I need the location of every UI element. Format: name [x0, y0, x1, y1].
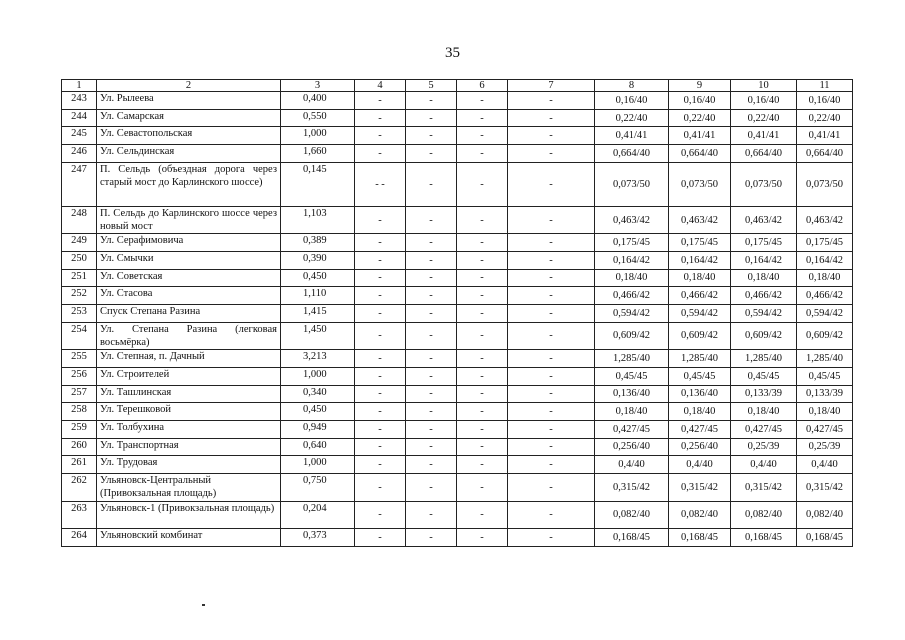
col-8-cell: 0,073/50 [595, 162, 669, 206]
col-10-cell: 0,16/40 [731, 92, 797, 110]
col-6-cell: - [457, 501, 508, 529]
col-4-cell: - [355, 385, 406, 403]
road-length-cell: 1,450 [281, 322, 355, 350]
col-6-cell: - [457, 127, 508, 145]
table-row [62, 287, 853, 305]
col-8-cell: 0,16/40 [595, 92, 669, 110]
road-name-cell: Ул. Советская [97, 269, 281, 287]
row-number-cell: 256 [62, 367, 97, 385]
col-11-cell: 0,664/40 [797, 145, 853, 163]
col-7-cell: - [508, 162, 595, 206]
col-4-cell: - [355, 127, 406, 145]
col-7-cell: - [508, 420, 595, 438]
header-cell: 2 [97, 80, 281, 92]
row-number-cell: 259 [62, 420, 97, 438]
col-7-cell: - [508, 206, 595, 234]
road-length-cell: 0,340 [281, 385, 355, 403]
col-10-cell: 0,133/39 [731, 385, 797, 403]
col-9-cell: 0,16/40 [669, 92, 731, 110]
col-9-cell: 0,315/42 [669, 474, 731, 502]
table-row [62, 367, 853, 385]
table-row [62, 145, 853, 163]
col-5-cell: - [406, 403, 457, 421]
col-11-cell: 0,16/40 [797, 92, 853, 110]
col-11-cell: 0,594/42 [797, 305, 853, 323]
page-number: 35 [445, 45, 460, 61]
col-8-cell: 1,285/40 [595, 350, 669, 368]
road-name-cell: Ул. Толбухина [97, 420, 281, 438]
col-7-cell: - [508, 385, 595, 403]
col-4-cell: - [355, 322, 406, 350]
col-9-cell: 0,073/50 [669, 162, 731, 206]
col-8-cell: 0,427/45 [595, 420, 669, 438]
col-4-cell: - [355, 145, 406, 163]
col-8-cell: 0,18/40 [595, 403, 669, 421]
table-row [62, 234, 853, 252]
row-number-cell: 254 [62, 322, 97, 350]
row-number-cell: 249 [62, 234, 97, 252]
header-cell: 1 [62, 80, 97, 92]
col-4-cell: - [355, 109, 406, 127]
col-4-cell: - [355, 269, 406, 287]
row-number-cell: 262 [62, 474, 97, 502]
col-4-cell: - [355, 206, 406, 234]
col-7-cell: - [508, 109, 595, 127]
row-number-cell: 250 [62, 251, 97, 269]
col-9-cell: 0,664/40 [669, 145, 731, 163]
road-length-cell: 3,213 [281, 350, 355, 368]
col-4-cell: - [355, 251, 406, 269]
col-11-cell: 0,427/45 [797, 420, 853, 438]
col-7-cell: - [508, 92, 595, 110]
col-7-cell: - [508, 127, 595, 145]
col-6-cell: - [457, 438, 508, 456]
table-row [62, 350, 853, 368]
col-6-cell: - [457, 162, 508, 206]
table-row [62, 206, 853, 234]
table-row [62, 305, 853, 323]
col-7-cell: - [508, 474, 595, 502]
col-5-cell: - [406, 269, 457, 287]
col-5-cell: - [406, 438, 457, 456]
row-number-cell: 243 [62, 92, 97, 110]
row-number-cell: 261 [62, 456, 97, 474]
road-length-cell: 1,000 [281, 367, 355, 385]
road-name-cell: Спуск Степана Разина [97, 305, 281, 323]
table-row [62, 501, 853, 529]
col-5-cell: - [406, 529, 457, 547]
table-row [62, 403, 853, 421]
col-10-cell: 0,4/40 [731, 456, 797, 474]
col-11-cell: 0,466/42 [797, 287, 853, 305]
col-8-cell: 0,18/40 [595, 269, 669, 287]
table-row [62, 251, 853, 269]
col-6-cell: - [457, 305, 508, 323]
col-11-cell: 0,18/40 [797, 269, 853, 287]
col-9-cell: 0,463/42 [669, 206, 731, 234]
col-5-cell: - [406, 234, 457, 252]
col-7-cell: - [508, 145, 595, 163]
table-row [62, 127, 853, 145]
col-10-cell: 0,41/41 [731, 127, 797, 145]
road-name-cell: Ул. Строителей [97, 367, 281, 385]
col-9-cell: 0,4/40 [669, 456, 731, 474]
col-4-cell: - [355, 287, 406, 305]
road-name-cell: Ул. Сельдинская [97, 145, 281, 163]
col-11-cell: 0,073/50 [797, 162, 853, 206]
table-row [62, 529, 853, 547]
table-row [62, 109, 853, 127]
row-number-cell: 244 [62, 109, 97, 127]
col-10-cell: 0,164/42 [731, 251, 797, 269]
road-length-cell: 0,204 [281, 501, 355, 529]
col-8-cell: 0,45/45 [595, 367, 669, 385]
col-10-cell: 0,175/45 [731, 234, 797, 252]
road-length-cell: 0,145 [281, 162, 355, 206]
col-5-cell: - [406, 145, 457, 163]
col-9-cell: 1,285/40 [669, 350, 731, 368]
col-8-cell: 0,136/40 [595, 385, 669, 403]
col-7-cell: - [508, 367, 595, 385]
col-5-cell: - [406, 109, 457, 127]
col-4-cell: - [355, 350, 406, 368]
col-5-cell: - [406, 127, 457, 145]
road-name-cell: Ул. Серафимовича [97, 234, 281, 252]
col-4-cell: - [355, 438, 406, 456]
col-7-cell: - [508, 234, 595, 252]
col-9-cell: 0,136/40 [669, 385, 731, 403]
row-number-cell: 260 [62, 438, 97, 456]
road-length-cell: 0,949 [281, 420, 355, 438]
col-5-cell: - [406, 322, 457, 350]
road-name-cell: Ул. Транспортная [97, 438, 281, 456]
col-6-cell: - [457, 456, 508, 474]
col-10-cell: 0,22/40 [731, 109, 797, 127]
col-8-cell: 0,41/41 [595, 127, 669, 145]
col-4-cell: - [355, 367, 406, 385]
col-4-cell: - [355, 456, 406, 474]
header-cell: 8 [595, 80, 669, 92]
col-5-cell: - [406, 474, 457, 502]
row-number-cell: 251 [62, 269, 97, 287]
col-8-cell: 0,22/40 [595, 109, 669, 127]
road-name-cell: Ул. Ташлинская [97, 385, 281, 403]
road-length-cell: 0,390 [281, 251, 355, 269]
road-length-cell: 0,550 [281, 109, 355, 127]
col-5-cell: - [406, 206, 457, 234]
road-table [61, 79, 853, 547]
col-5-cell: - [406, 350, 457, 368]
col-8-cell: 0,256/40 [595, 438, 669, 456]
col-10-cell: 0,45/45 [731, 367, 797, 385]
col-6-cell: - [457, 474, 508, 502]
col-6-cell: - [457, 251, 508, 269]
col-6-cell: - [457, 206, 508, 234]
col-9-cell: 0,256/40 [669, 438, 731, 456]
col-9-cell: 0,427/45 [669, 420, 731, 438]
col-11-cell: 0,25/39 [797, 438, 853, 456]
col-10-cell: 0,073/50 [731, 162, 797, 206]
col-5-cell: - [406, 305, 457, 323]
col-7-cell: - [508, 251, 595, 269]
col-9-cell: 0,45/45 [669, 367, 731, 385]
col-8-cell: 0,463/42 [595, 206, 669, 234]
col-10-cell: 0,168/45 [731, 529, 797, 547]
table-row [62, 474, 853, 502]
table-row [62, 92, 853, 110]
col-9-cell: 0,18/40 [669, 269, 731, 287]
col-11-cell: 0,463/42 [797, 206, 853, 234]
row-number-cell: 263 [62, 501, 97, 529]
row-number-cell: 257 [62, 385, 97, 403]
col-10-cell: 0,664/40 [731, 145, 797, 163]
col-7-cell: - [508, 305, 595, 323]
row-number-cell: 264 [62, 529, 97, 547]
col-5-cell: - [406, 287, 457, 305]
col-11-cell: 0,082/40 [797, 501, 853, 529]
row-number-cell: 253 [62, 305, 97, 323]
col-8-cell: 0,609/42 [595, 322, 669, 350]
col-7-cell: - [508, 350, 595, 368]
table-row [62, 438, 853, 456]
road-length-cell: 0,373 [281, 529, 355, 547]
header-cell: 10 [731, 80, 797, 92]
col-8-cell: 0,466/42 [595, 287, 669, 305]
col-4-cell: - [355, 234, 406, 252]
col-7-cell: - [508, 403, 595, 421]
header-cell: 11 [797, 80, 853, 92]
row-number-cell: 247 [62, 162, 97, 206]
row-number-cell: 258 [62, 403, 97, 421]
col-4-cell: - [355, 529, 406, 547]
road-length-cell: 0,389 [281, 234, 355, 252]
row-number-cell: 255 [62, 350, 97, 368]
road-name-cell: Ул. Рылеева [97, 92, 281, 110]
col-10-cell: 0,082/40 [731, 501, 797, 529]
col-6-cell: - [457, 92, 508, 110]
road-length-cell: 0,450 [281, 403, 355, 421]
road-name-cell: Ул. Степана Разина (легковая восьмёрка) [97, 322, 281, 350]
road-name-cell: П. Сельдь до Карлинского шоссе через новый мост [97, 206, 281, 234]
col-7-cell: - [508, 269, 595, 287]
col-11-cell: 0,164/42 [797, 251, 853, 269]
col-6-cell: - [457, 322, 508, 350]
col-6-cell: - [457, 420, 508, 438]
header-cell: 4 [355, 80, 406, 92]
col-10-cell: 0,18/40 [731, 403, 797, 421]
col-11-cell: 0,18/40 [797, 403, 853, 421]
header-cell: 9 [669, 80, 731, 92]
col-4-cell: - [355, 474, 406, 502]
col-7-cell: - [508, 456, 595, 474]
col-6-cell: - [457, 287, 508, 305]
header-cell: 3 [281, 80, 355, 92]
col-9-cell: 0,168/45 [669, 529, 731, 547]
road-length-cell: 1,000 [281, 456, 355, 474]
col-9-cell: 0,164/42 [669, 251, 731, 269]
col-4-cell: - [355, 92, 406, 110]
road-name-cell: Ул. Смычки [97, 251, 281, 269]
col-9-cell: 0,466/42 [669, 287, 731, 305]
table-row [62, 322, 853, 350]
scan-speck [202, 604, 205, 606]
col-10-cell: 0,466/42 [731, 287, 797, 305]
col-10-cell: 0,463/42 [731, 206, 797, 234]
col-11-cell: 1,285/40 [797, 350, 853, 368]
road-length-cell: 1,415 [281, 305, 355, 323]
table-row [62, 420, 853, 438]
col-10-cell: 0,594/42 [731, 305, 797, 323]
col-9-cell: 0,082/40 [669, 501, 731, 529]
col-9-cell: 0,175/45 [669, 234, 731, 252]
col-11-cell: 0,315/42 [797, 474, 853, 502]
col-9-cell: 0,22/40 [669, 109, 731, 127]
header-cell: 6 [457, 80, 508, 92]
header-cell: 7 [508, 80, 595, 92]
col-6-cell: - [457, 234, 508, 252]
row-number-cell: 252 [62, 287, 97, 305]
col-5-cell: - [406, 162, 457, 206]
row-number-cell: 248 [62, 206, 97, 234]
col-5-cell: - [406, 420, 457, 438]
road-name-cell: Ул. Трудовая [97, 456, 281, 474]
col-10-cell: 1,285/40 [731, 350, 797, 368]
table-row [62, 456, 853, 474]
col-5-cell: - [406, 456, 457, 474]
col-10-cell: 0,25/39 [731, 438, 797, 456]
col-11-cell: 0,4/40 [797, 456, 853, 474]
road-name-cell: Ульяновск-1 (Привокзальная площадь) [97, 501, 281, 529]
col-8-cell: 0,082/40 [595, 501, 669, 529]
col-11-cell: 0,175/45 [797, 234, 853, 252]
row-number-cell: 246 [62, 145, 97, 163]
header-cell: 5 [406, 80, 457, 92]
col-8-cell: 0,4/40 [595, 456, 669, 474]
col-7-cell: - [508, 501, 595, 529]
col-10-cell: 0,427/45 [731, 420, 797, 438]
col-4-cell: - [355, 501, 406, 529]
road-length-cell: 1,103 [281, 206, 355, 234]
col-6-cell: - [457, 269, 508, 287]
col-11-cell: 0,609/42 [797, 322, 853, 350]
col-7-cell: - [508, 322, 595, 350]
col-9-cell: 0,18/40 [669, 403, 731, 421]
col-4-cell: - [355, 420, 406, 438]
road-name-cell: Ул. Стасова [97, 287, 281, 305]
col-8-cell: 0,175/45 [595, 234, 669, 252]
col-6-cell: - [457, 350, 508, 368]
road-name-cell: Ульяновский комбинат [97, 529, 281, 547]
col-9-cell: 0,41/41 [669, 127, 731, 145]
col-5-cell: - [406, 385, 457, 403]
road-name-cell: Ульяновск-Центральный (Привокзальная площадь) [97, 474, 281, 502]
col-11-cell: 0,133/39 [797, 385, 853, 403]
road-length-cell: 0,400 [281, 92, 355, 110]
col-8-cell: 0,594/42 [595, 305, 669, 323]
col-5-cell: - [406, 251, 457, 269]
road-length-cell: 1,110 [281, 287, 355, 305]
road-length-cell: 1,000 [281, 127, 355, 145]
col-7-cell: - [508, 529, 595, 547]
col-6-cell: - [457, 403, 508, 421]
road-name-cell: Ул. Самарская [97, 109, 281, 127]
road-name-cell: Ул. Терешковой [97, 403, 281, 421]
col-6-cell: - [457, 385, 508, 403]
col-8-cell: 0,664/40 [595, 145, 669, 163]
col-4-cell: - [355, 403, 406, 421]
col-8-cell: 0,168/45 [595, 529, 669, 547]
col-7-cell: - [508, 287, 595, 305]
road-name-cell: Ул. Севастопольская [97, 127, 281, 145]
col-11-cell: 0,168/45 [797, 529, 853, 547]
col-7-cell: - [508, 438, 595, 456]
col-8-cell: 0,164/42 [595, 251, 669, 269]
table-row [62, 385, 853, 403]
col-4-cell: - - [355, 162, 406, 206]
road-length-cell: 0,640 [281, 438, 355, 456]
table-row [62, 269, 853, 287]
road-length-cell: 1,660 [281, 145, 355, 163]
col-10-cell: 0,609/42 [731, 322, 797, 350]
col-8-cell: 0,315/42 [595, 474, 669, 502]
col-11-cell: 0,41/41 [797, 127, 853, 145]
road-length-cell: 0,750 [281, 474, 355, 502]
col-10-cell: 0,315/42 [731, 474, 797, 502]
row-number-cell: 245 [62, 127, 97, 145]
col-6-cell: - [457, 145, 508, 163]
road-length-cell: 0,450 [281, 269, 355, 287]
col-10-cell: 0,18/40 [731, 269, 797, 287]
table-row [62, 162, 853, 206]
col-9-cell: 0,609/42 [669, 322, 731, 350]
col-6-cell: - [457, 109, 508, 127]
col-11-cell: 0,45/45 [797, 367, 853, 385]
col-6-cell: - [457, 529, 508, 547]
col-5-cell: - [406, 501, 457, 529]
col-9-cell: 0,594/42 [669, 305, 731, 323]
col-5-cell: - [406, 367, 457, 385]
col-4-cell: - [355, 305, 406, 323]
table-header-row [62, 80, 853, 92]
road-name-cell: П. Сельдь (объездная дорога через старый мост до Карлинского шоссе) [97, 162, 281, 206]
col-6-cell: - [457, 367, 508, 385]
col-11-cell: 0,22/40 [797, 109, 853, 127]
road-name-cell: Ул. Степная, п. Дачный [97, 350, 281, 368]
col-5-cell: - [406, 92, 457, 110]
